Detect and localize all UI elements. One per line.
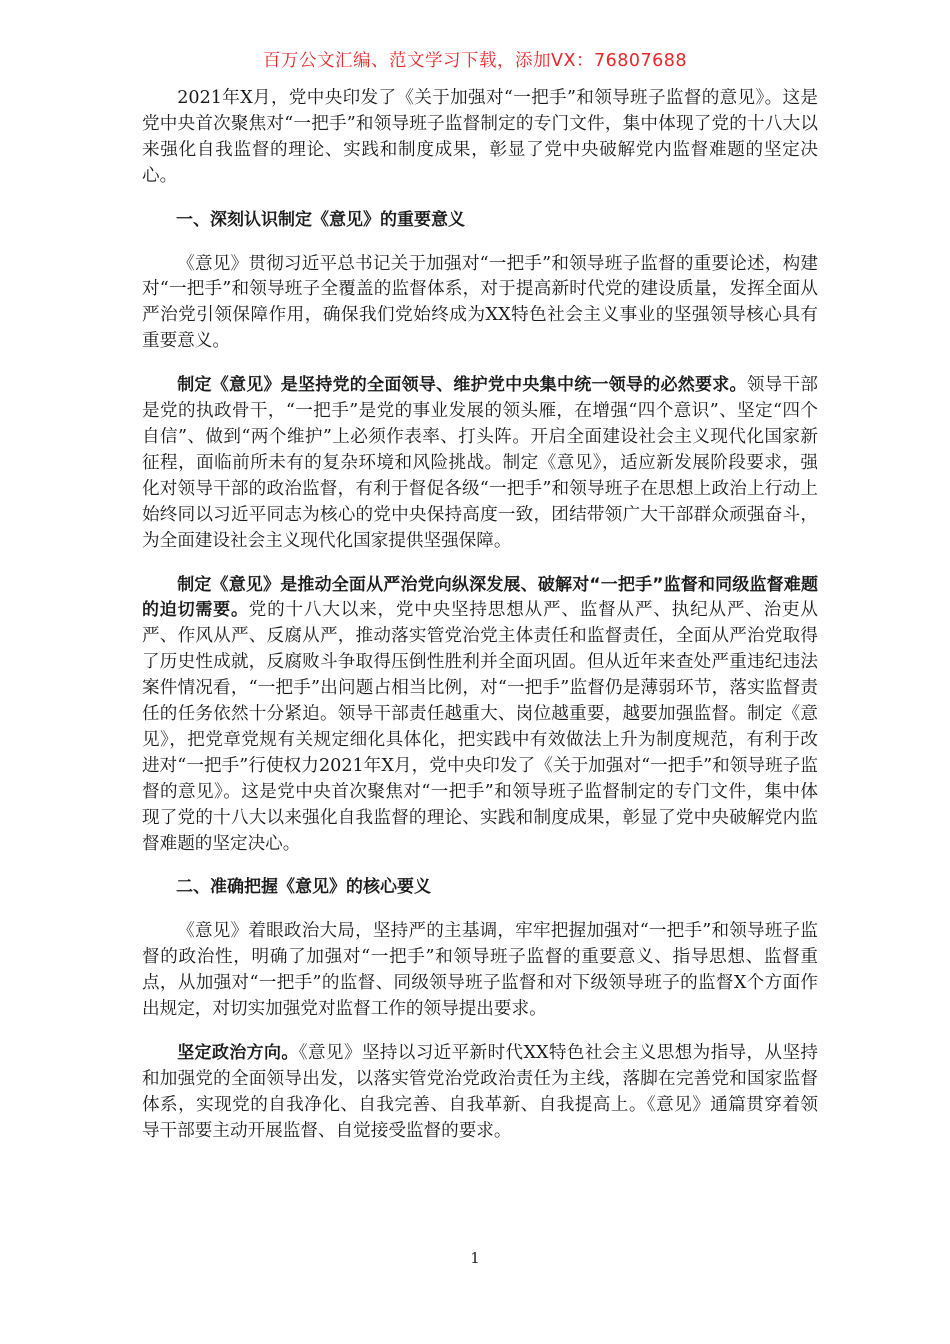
contact-banner: 百万公文汇编、范文学习下载，添加VX：76807688 [262, 51, 688, 71]
page-number: 1 [470, 1249, 480, 1267]
paragraph-lead-bold: 制定《意见》是推动全面从严治党向纵深发展、破解对“一把手”监督和同级监督难题的迫切需要。 [142, 574, 818, 621]
paragraph-significance: 《意见》贯彻习近平总书记关于加强对“一把手”和领导班子监督的重要论述，构建对“一把手”和领导班子全覆盖的监督体系，对于提高新时代党的建设质量，发挥全面从严治党引领保障作用，确保我们党始终成为XX特色社会主义事业的坚强领导核心具有重要意义。 [142, 253, 818, 352]
section-heading-1: 一、深刻认识制定《意见》的重要意义 [176, 209, 465, 230]
paragraph-leadership: 制定《意见》是坚持党的全面领导、维护党中央集中统一领导的必然要求。领导干部是党的执政骨干，“一把手”是党的事业发展的领头雁，在增强“四个意识”、坚定“四个自信”、做到“两个维护”上必须作表率、打头阵。开启全面建设社会主义现代化国家新征程，面临前所未有的复杂环境和风险挑战。制定《意见》，适应新发展阶段要求，强化对领导干部的政治监督，有利于督促各级“一把手”和领导班子在思想上政治上行动上始终同以习近平同志为核心的党中央保持高度一致，团结带领广大干部群众顽强奋斗，为全面建设社会主义现代化国家提供坚强保障。 [142, 375, 818, 551]
paragraph-strict-governance: 制定《意见》是推动全面从严治党向纵深发展、破解对“一把手”监督和同级监督难题的迫切需要。党的十八大以来，党中央坚持思想从严、监督从严、执纪从严、治吏从严、作风从严、反腐从严，推动落实管党治党主体责任和监督责任，全面从严治党取得了历史性成就，反腐败斗争取得压倒性胜利并全面巩固。但从近年来查处严重违纪违法案件情况看，“一把手”出问题占相当比例，对“一把手”监督仍是薄弱环节，落实监督责任的任务依然十分紧迫。领导干部责任越重大、岗位越重要，越要加强监督。制定《意见》，把党章党规有关规定细化具体化，把实践中有效做法上升为制度规范，有利于改进对“一把手”行使权力2021年X月，党中央印发了《关于加强对“一把手”和领导班子监督的意见》。这是党中央首次聚焦对“一把手”和领导班子监督制定的专门文件，集中体现了党的十八大以来强化自我监督的理论、实践和制度成果，彰显了党中央破解党内监督难题的坚定决心。 [142, 574, 818, 854]
intro-paragraph: 2021年X月，党中央印发了《关于加强对“一把手”和领导班子监督的意见》。这是党中央首次聚焦对“一把手”和领导班子监督制定的专门文件，集中体现了党的十八大以来强化自我监督的理论、实践和制度成果，彰显了党中央破解党内监督难题的坚定决心。 [142, 88, 818, 186]
document-body [142, 86, 818, 1163]
section-heading-2: 二、准确把握《意见》的核心要义 [176, 877, 431, 898]
paragraph-lead-bold: 坚定政治方向。 [177, 1043, 299, 1063]
paragraph-lead-bold: 制定《意见》是坚持党的全面领导、维护党中央集中统一领导的必然要求。 [177, 375, 747, 396]
paragraph-political-direction: 坚定政治方向。《意见》坚持以习近平新时代XX特色社会主义思想为指导，从坚持和加强党的全面领导出发，以落实管党治党政治责任为主线，落脚在完善党和国家监督体系，实现党的自我净化、自我完善、自我革新、自我提高上。《意见》通篇贯穿着领导干部要主动开展监督、自觉接受监督的要求。 [142, 1043, 818, 1141]
paragraph-core-essence: 《意见》着眼政治大局，坚持严的主基调，牢牢把握加强对“一把手”和领导班子监督的政治性，明确了加强对“一把手”和领导班子监督的重要意义、指导思想、监督重点，从加强对“一把手”的监督、同级领导班子监督和对下级领导班子的监督X个方面作出规定，对切实加强党对监督工作的领导提出要求。 [142, 921, 818, 1020]
